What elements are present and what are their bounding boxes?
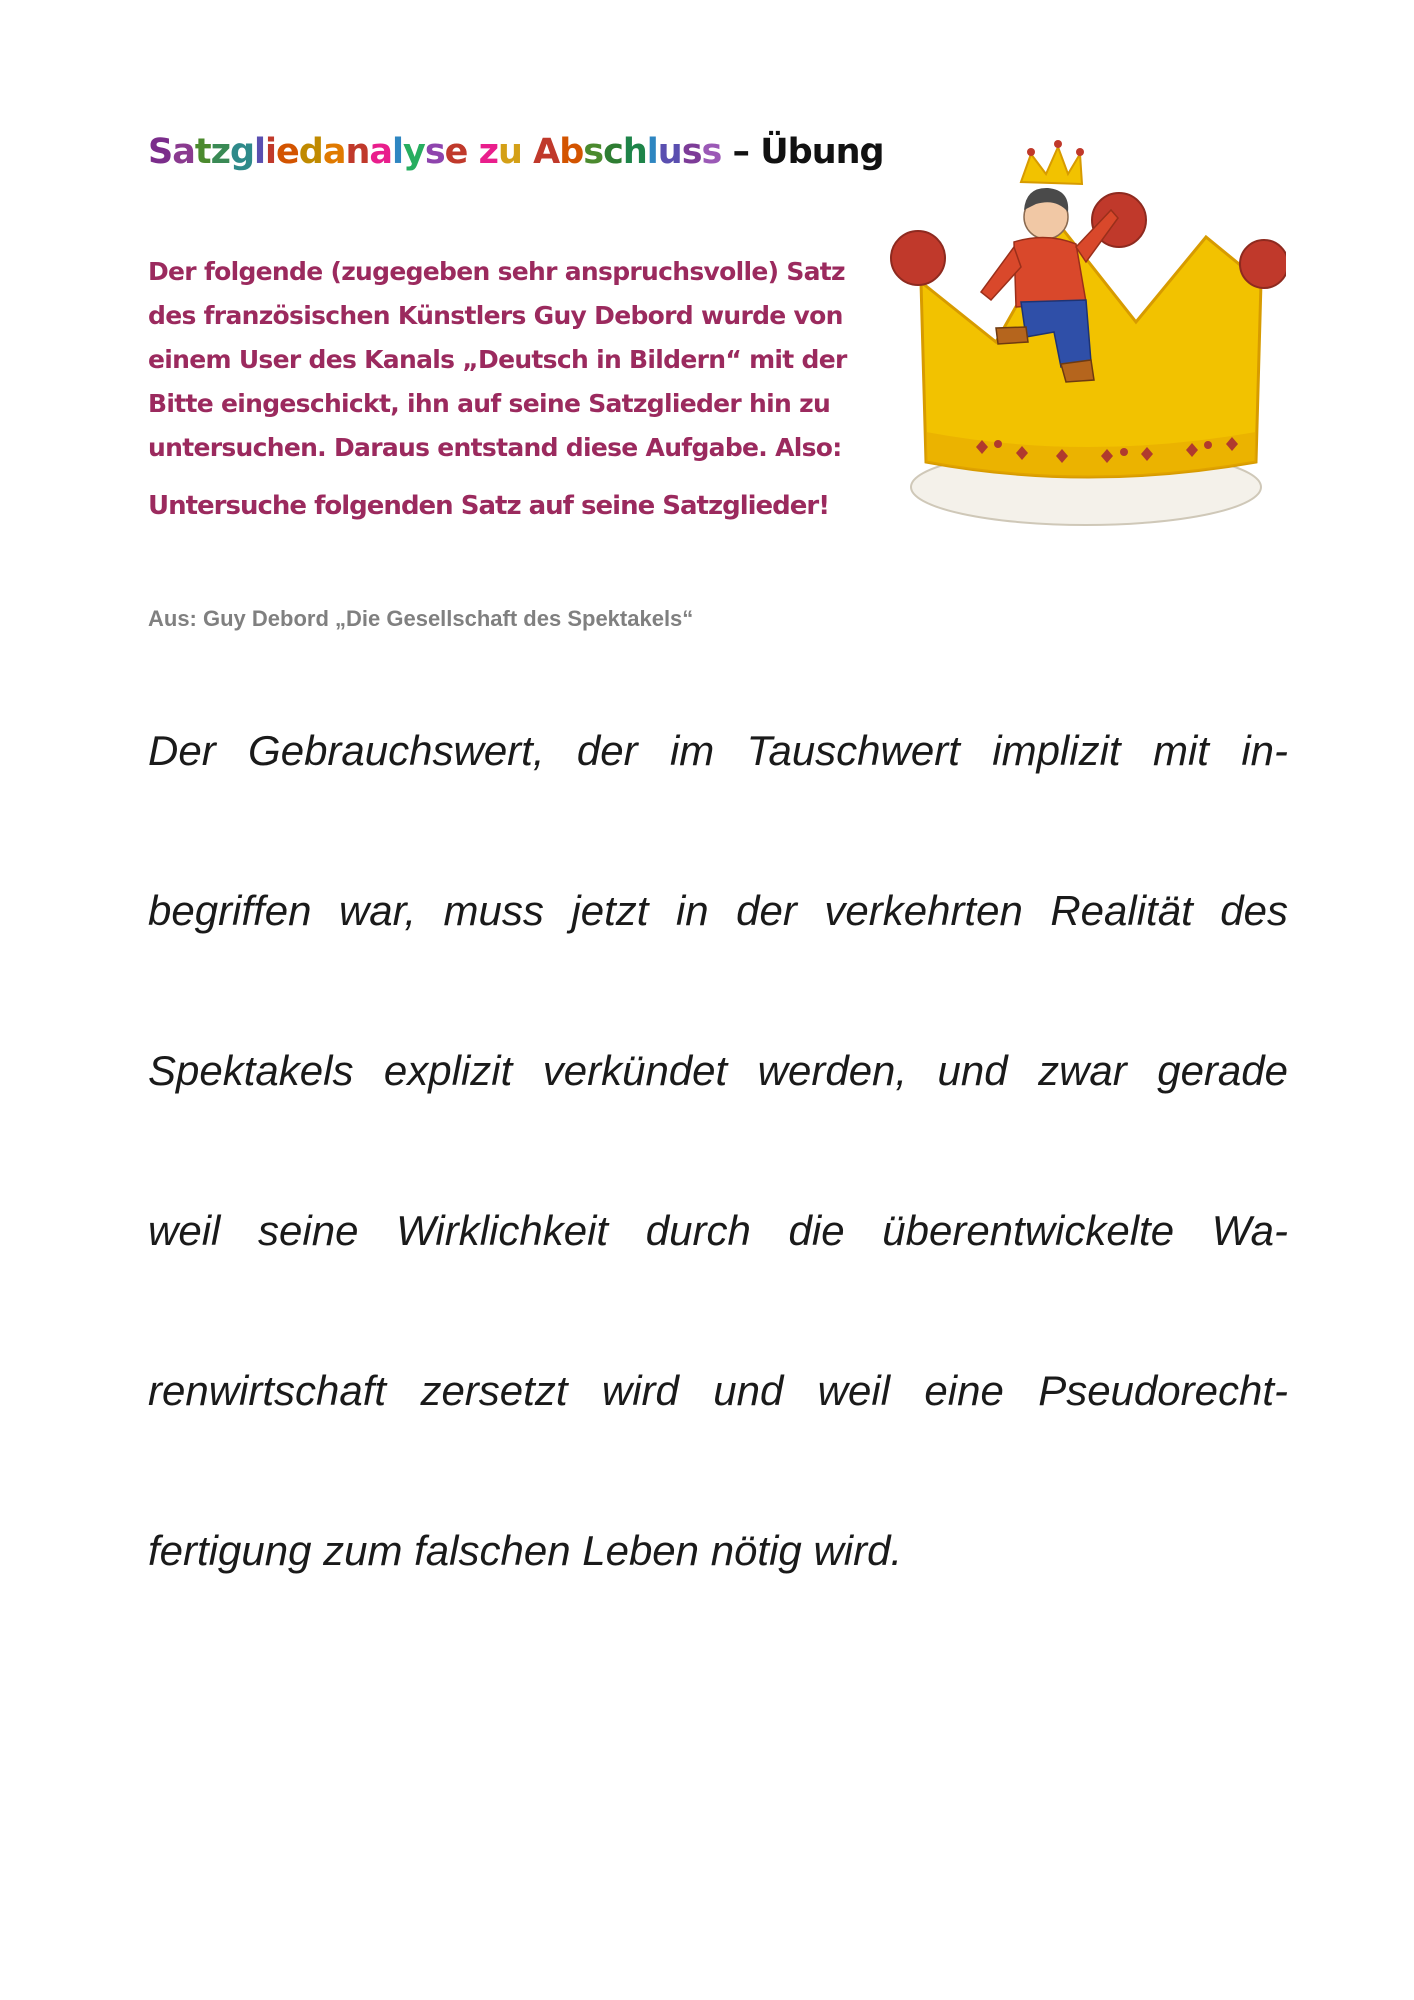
title-letter: t	[194, 132, 211, 172]
source-citation: Aus: Guy Debord „Die Gesellschaft des Spektakels“	[148, 606, 694, 631]
title-letter: n	[345, 132, 370, 172]
title-letter	[467, 132, 478, 172]
quote-line-1: Der Gebrauchswert, der im Tauschwert implizit mit in-	[148, 727, 1288, 774]
quote-line-6: fertigung zum falschen Leben nötig wird.	[148, 1527, 903, 1574]
intro-line-3: einem User des Kanals „Deutsch in Bildern“ mit der	[148, 345, 847, 374]
title-letter: a	[172, 132, 195, 172]
title-word-satzgliedanalyse	[148, 132, 467, 172]
title-letter: s	[681, 132, 702, 172]
title-letter: e	[276, 132, 299, 172]
title-letter: i	[265, 132, 277, 172]
quote-line-5: renwirtschaft zersetzt wird und weil eine Pseudorecht-	[148, 1367, 1288, 1414]
title-letter: l	[254, 132, 266, 172]
intro-line-2: des französischen Künstlers Guy Debord wurde von	[148, 301, 843, 330]
title-word-uebung	[721, 132, 883, 172]
quote-line-3: Spektakels explizit verkündet werden, und zwar gerade	[148, 1047, 1288, 1094]
title-letter: s	[583, 132, 604, 172]
quote-line-4: weil seine Wirklichkeit durch die überentwickelte Wa-	[148, 1207, 1288, 1254]
title-letter	[522, 132, 533, 172]
title-letter: g	[229, 132, 255, 172]
title-letter: – Übung	[721, 132, 884, 172]
title-letter: y	[403, 132, 425, 172]
intro-line-1: Der folgende (zugegeben sehr anspruchsvolle) Satz	[148, 257, 845, 286]
quote-line-2: begriffen war, muss jetzt in der verkehrten Realität des	[148, 887, 1288, 934]
title-letter: a	[322, 132, 346, 172]
title-word-zu	[467, 132, 533, 172]
crown-with-boy-illustration-icon	[886, 132, 1286, 532]
title-letter: u	[497, 132, 522, 172]
title-letter: l	[646, 132, 658, 172]
intro-line-4: Bitte eingeschickt, ihn auf seine Satzglieder hin zu	[148, 389, 831, 418]
title-letter: z	[210, 132, 230, 172]
title-letter: b	[559, 132, 584, 172]
title-letter: S	[148, 132, 173, 172]
title-letter: c	[603, 132, 623, 172]
title-letter: d	[298, 132, 323, 172]
intro-line-5: untersuchen. Daraus entstand diese Aufgabe. Also:	[148, 433, 842, 462]
title-letter: z	[478, 132, 498, 172]
title-letter: h	[622, 132, 647, 172]
title-letter: s	[424, 132, 445, 172]
worksheet-title	[148, 128, 884, 176]
title-letter: e	[444, 132, 468, 172]
title-word-abschluss	[533, 132, 721, 172]
title-letter: a	[369, 132, 392, 172]
title-letter: A	[533, 132, 560, 172]
title-letter: s	[701, 132, 722, 172]
task-instruction: Untersuche folgenden Satz auf seine Satzglieder!	[148, 491, 830, 521]
title-letter: l	[392, 132, 403, 172]
title-letter: u	[657, 132, 682, 172]
